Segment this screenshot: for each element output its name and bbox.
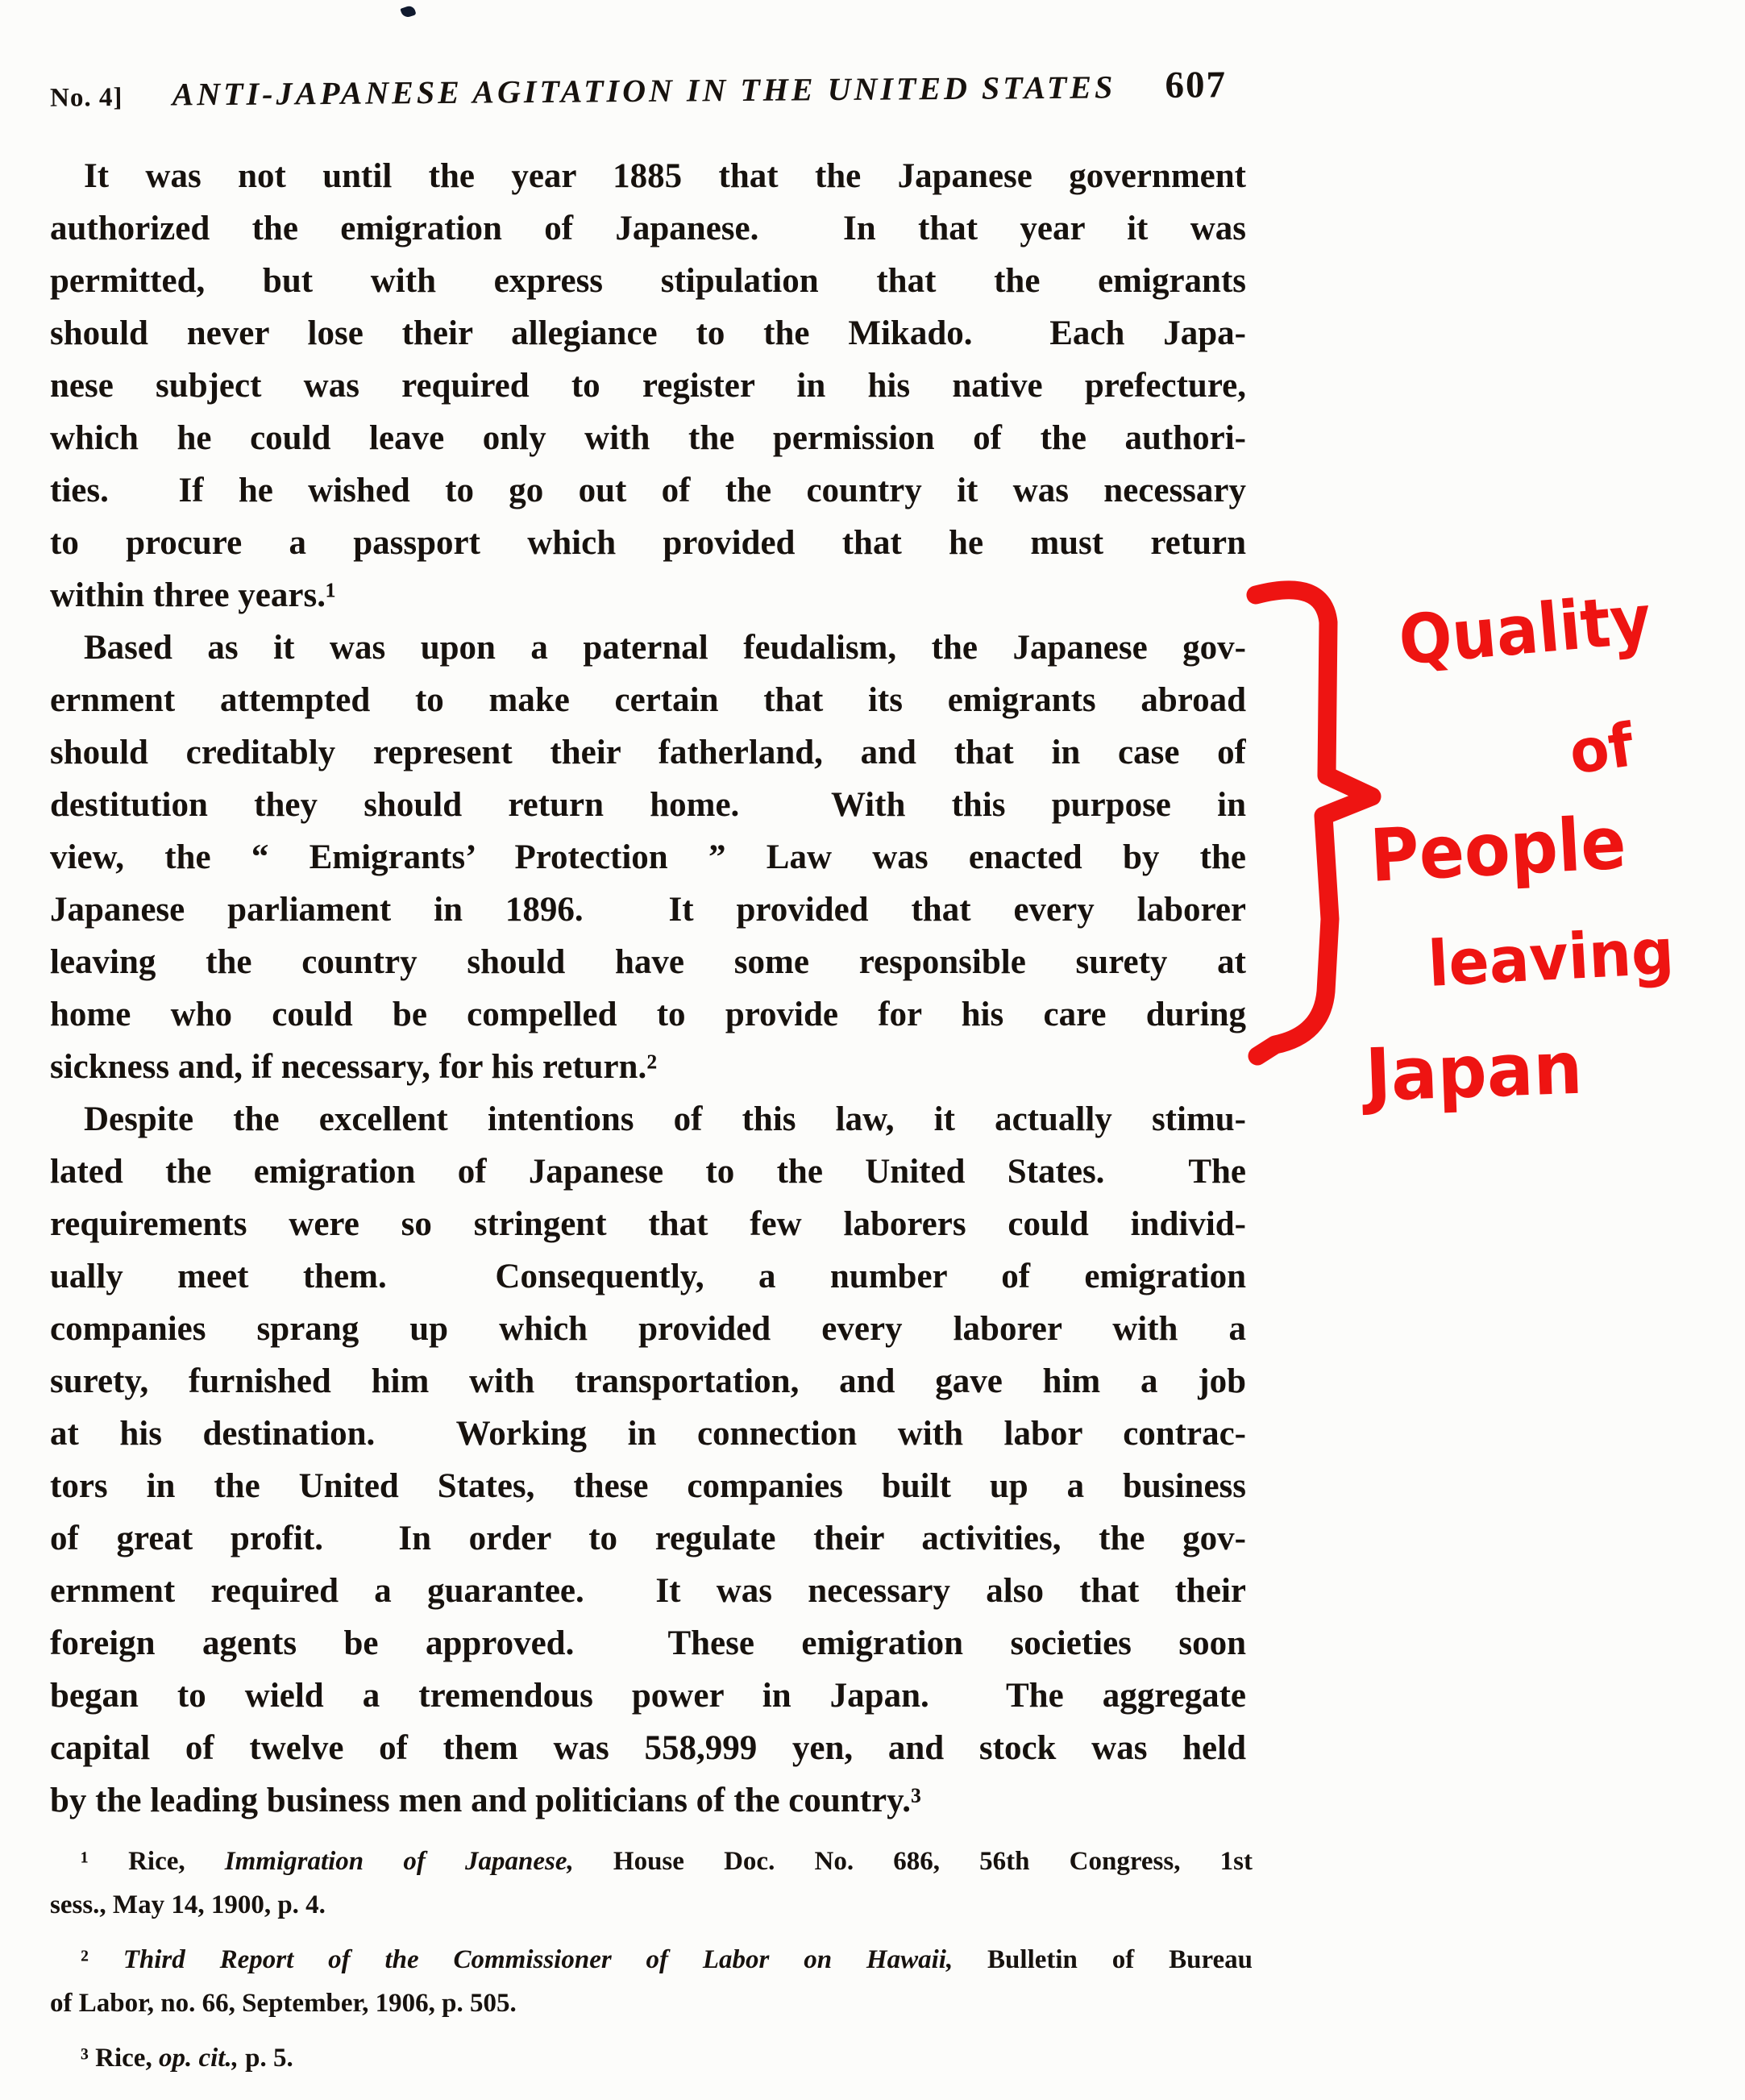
text-line: permitted, but with express stipulation that the emigrants bbox=[50, 262, 1246, 300]
text-line: companies sprang up which provided every laborer with a bbox=[50, 1310, 1246, 1348]
page-number: 607 bbox=[1165, 64, 1228, 106]
footnote-text: ³ Rice, bbox=[81, 2044, 159, 2073]
footnote-line bbox=[50, 2036, 1253, 2080]
text-line: nese subject was required to register in his native prefecture, bbox=[50, 367, 1246, 405]
annotation-word: People bbox=[1368, 800, 1628, 899]
text-line: at his destination. Working in connection with labor contrac- bbox=[50, 1415, 1246, 1453]
body-text bbox=[50, 150, 1246, 1827]
paragraph bbox=[50, 622, 1246, 1093]
paragraph bbox=[50, 150, 1246, 622]
text-line: ties. If he wished to go out of the country it was necessary bbox=[50, 472, 1246, 509]
text-line: tors in the United States, these companies built up a business bbox=[50, 1467, 1246, 1505]
text-line: It was not until the year 1885 that the Japanese government bbox=[84, 157, 1246, 195]
text-line: foreign agents be approved. These emigration societies soon bbox=[50, 1624, 1246, 1662]
running-title: ANTI-JAPANESE AGITATION IN THE UNITED STATES bbox=[172, 69, 1116, 113]
footnote-line bbox=[50, 1938, 1253, 1981]
footnote bbox=[50, 2036, 1253, 2080]
running-header bbox=[50, 63, 1227, 115]
footnote-text: ¹ Rice, bbox=[81, 1847, 225, 1876]
issue-number: No. 4] bbox=[49, 83, 123, 113]
paragraph bbox=[50, 1093, 1246, 1827]
text-line: to procure a passport which provided that he must return bbox=[50, 524, 1246, 562]
text-line: within three years.¹ bbox=[50, 576, 336, 614]
text-line: ernment attempted to make certain that its emigrants abroad bbox=[50, 681, 1246, 719]
footnote-text: p. 5. bbox=[238, 2044, 293, 2073]
text-line: should never lose their allegiance to the Mikado. Each Japa- bbox=[50, 314, 1246, 352]
text-line: Japanese parliament in 1896. It provided that every laborer bbox=[50, 891, 1246, 929]
text-line: Based as it was upon a paternal feudalism, the Japanese gov- bbox=[84, 629, 1246, 667]
text-line: sickness and, if necessary, for his return.² bbox=[50, 1048, 658, 1086]
text-line: ually meet them. Consequently, a number of emigration bbox=[50, 1258, 1246, 1295]
text-line: view, the “ Emigrants’ Protection ” Law was enacted by the bbox=[50, 838, 1246, 876]
text-line: authorized the emigration of Japanese. In that year it was bbox=[50, 210, 1246, 247]
text-line: leaving the country should have some responsible surety at bbox=[50, 943, 1246, 981]
footnote-text: sess., May 14, 1900, p. 4. bbox=[50, 1890, 326, 1919]
text-line: requirements were so stringent that few laborers could individ- bbox=[50, 1205, 1246, 1243]
footnote bbox=[50, 1938, 1253, 2025]
annotation-word: leaving bbox=[1426, 916, 1676, 1001]
annotation-word: Quality bbox=[1395, 579, 1655, 680]
text-line: should creditably represent their fatherland, and that in case of bbox=[50, 734, 1246, 771]
text-line: Despite the excellent intentions of this law, it actually stimu- bbox=[84, 1100, 1246, 1138]
footnote-line bbox=[50, 1981, 1253, 2025]
text-line: by the leading business men and politicians of the country.³ bbox=[50, 1782, 921, 1819]
red-bracket-mark bbox=[1225, 572, 1402, 1080]
text-line: lated the emigration of Japanese to the United States. The bbox=[50, 1153, 1246, 1191]
annotation-word: of bbox=[1565, 710, 1639, 788]
footnote-text: House Doc. No. 686, 56th Congress, 1st bbox=[573, 1847, 1253, 1876]
footnote-line bbox=[50, 1840, 1253, 1883]
text-line: surety, furnished him with transportation, and gave him a job bbox=[50, 1362, 1246, 1400]
text-line: began to wield a tremendous power in Japan. The aggregate bbox=[50, 1677, 1246, 1715]
text-line: of great profit. In order to regulate their activities, the gov- bbox=[50, 1520, 1246, 1557]
text-line: destitution they should return home. With this purpose in bbox=[50, 786, 1246, 824]
text-line: capital of twelve of them was 558,999 yen, and stock was held bbox=[50, 1729, 1246, 1767]
footnote-italic-text: Immigration of Japanese, bbox=[224, 1847, 574, 1876]
text-line: ernment required a guarantee. It was necessary also that their bbox=[50, 1572, 1246, 1610]
footnote-text: Bulletin of Bureau bbox=[953, 1945, 1253, 1974]
footnote bbox=[50, 1840, 1253, 1927]
footnote-text: of Labor, no. 66, September, 1906, p. 505. bbox=[50, 1989, 517, 2018]
footnote-text: ² bbox=[81, 1945, 123, 1974]
text-line: home who could be compelled to provide for his care during bbox=[50, 996, 1246, 1033]
annotation-word: Japan bbox=[1364, 1025, 1584, 1118]
scan-artifact-speck bbox=[400, 5, 416, 19]
text-line: which he could leave only with the permission of the authori- bbox=[50, 419, 1246, 457]
footnote-line bbox=[50, 1883, 1253, 1927]
footnotes bbox=[50, 1840, 1253, 2091]
footnote-italic-text: Third Report of the Commissioner of Labor on Hawaii, bbox=[123, 1945, 954, 1974]
footnote-italic-text: op. cit., bbox=[158, 2044, 239, 2073]
